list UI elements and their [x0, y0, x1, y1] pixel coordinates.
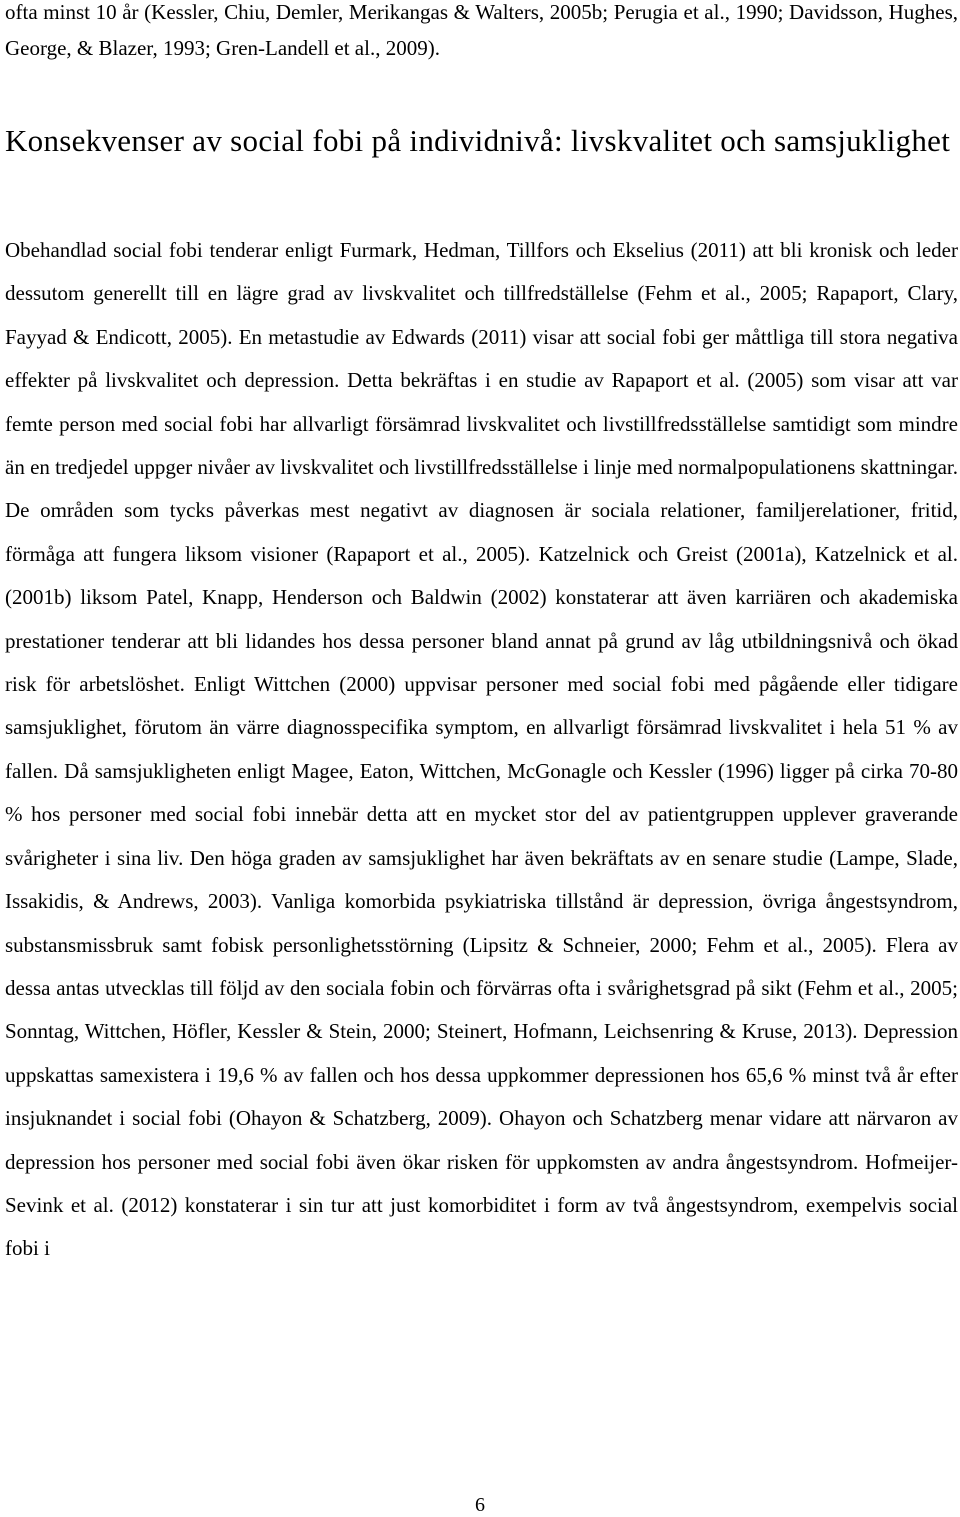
continued-paragraph: ofta minst 10 år (Kessler, Chiu, Demler, Merikangas & Walters, 2005b; Perugia et al., 1990; Davidsson, Hughes, George, & Blazer, 1993; Gren-Landell et al., 2009).: [5, 0, 958, 60]
section-heading: Konsekvenser av social fobi på individnivå: livskvalitet och samsjuklighet: [5, 123, 951, 158]
body-paragraph: Obehandlad social fobi tenderar enligt Furmark, Hedman, Tillfors och Ekselius (2011) att bli kronisk och leder dessutom generellt till en lägre grad av livskvalitet och tillfredställelse (Fehm et al., 2005; Rapaport, Clary, Fayyad & Endicott, 2005). En metastudie av Edwards (2011) visar att social fobi ger måttliga till stora negativa effekter på livskvalitet och depression. Detta bekräftas i en studie av Rapaport et al. (2005) som visar att var femte person med social fobi har allvarligt försämrad livskvalitet och livstillfredsställelse samtidigt som mindre än en tredjedel uppger nivåer av livskvalitet och livstillfredsställelse i linje med normalpopulationens skattningar. De områden som tycks påverkas mest negativt av diagnosen är sociala relationer, familjerelationer, fritid, förmåga att fungera liksom visioner (Rapaport et al., 2005). Katzelnick och Greist (2001a), Katzelnick et al. (2001b) liksom Patel, Knapp, Henderson och Baldwin (2002) konstaterar att även karriären och akademiska prestationer tenderar att bli lidandes hos dessa personer bland annat på grund av låg utbildningsnivå och ökad risk för arbetslöshet. Enligt Wittchen (2000) uppvisar personer med social fobi med pågående eller tidigare samsjuklighet, förutom än värre diagnosspecifika symptom, en allvarligt försämrad livskvalitet i hela 51 % av fallen. Då samsjukligheten enligt Magee, Eaton, Wittchen, McGonagle och Kessler (1996) ligger på cirka 70-80 % hos personer med social fobi innebär detta att en mycket stor del av patientgruppen upplever graverande svårigheter i sina liv. Den höga graden av samsjuklighet har även bekräftats av en senare studie (Lampe, Slade, Issakidis, & Andrews, 2003). Vanliga komorbida psykiatriska tillstånd är depression, övriga ångestsyndrom, substansmissbruk samt fobisk personlighetsstörning (Lipsitz & Schneier, 2000; Fehm et al., 2005). Flera av dessa antas utvecklas till följd av den sociala fobin och förvärras ofta i svårighetsgrad på sikt (Fehm et al., 2005; Sonntag, Wittchen, Höfler, Kessler & Stein, 2000; Steinert, Hofmann, Leichsenring & Kruse, 2013). Depression uppskattas samexistera i 19,6 % av fallen och hos dessa uppkommer depressionen hos 65,6 % minst två år efter insjuknandet i social fobi (Ohayon & Schatzberg, 2009). Ohayon och Schatzberg menar vidare att närvaron av depression hos personer med social fobi även ökar risken för uppkomsten av andra ångestsyndrom. Hofmeijer-Sevink et al. (2012) konstaterar i sin tur att just komorbiditet i form av två ångestsyndrom, exempelvis social fobi i: [5, 238, 958, 1261]
page-number: 6: [475, 1494, 485, 1516]
